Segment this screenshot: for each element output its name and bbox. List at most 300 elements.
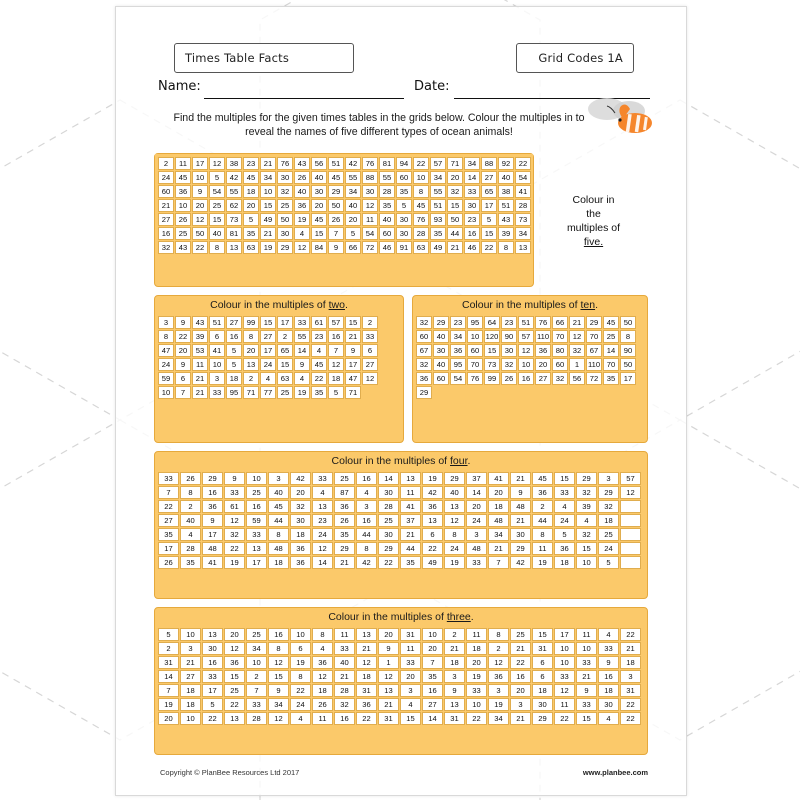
grid-cell[interactable]: 10 xyxy=(158,386,174,399)
grid-cell[interactable]: 10 xyxy=(518,358,534,371)
grid-two[interactable] xyxy=(155,313,403,402)
grid-cell[interactable]: 18 xyxy=(268,556,289,569)
grid-cell[interactable]: 7 xyxy=(246,684,267,697)
grid-cell[interactable]: 12 xyxy=(312,542,333,555)
grid-cell[interactable]: 45 xyxy=(311,358,327,371)
grid-cell[interactable]: 21 xyxy=(444,642,465,655)
grid-cell[interactable]: 57 xyxy=(430,157,446,170)
grid-cell[interactable]: 17 xyxy=(202,528,223,541)
grid-cell[interactable]: 24 xyxy=(444,542,465,555)
grid-cell[interactable]: 33 xyxy=(576,656,597,669)
grid-cell[interactable]: 14 xyxy=(158,670,179,683)
grid-cell[interactable]: 30 xyxy=(396,213,412,226)
grid-cell[interactable]: 63 xyxy=(413,241,429,254)
grid-cell[interactable]: 45 xyxy=(268,500,289,513)
grid-cell[interactable]: 53 xyxy=(192,344,208,357)
grid-cell[interactable]: 32 xyxy=(290,500,311,513)
grid-cell[interactable]: 20 xyxy=(192,199,208,212)
grid-cell[interactable]: 50 xyxy=(620,316,636,329)
grid-cell[interactable]: 45 xyxy=(532,472,553,485)
grid-cell[interactable]: 17 xyxy=(246,556,267,569)
grid-cell[interactable]: 12 xyxy=(569,330,585,343)
grid-cell[interactable]: 32 xyxy=(416,358,432,371)
grid-cell[interactable]: 5 xyxy=(226,344,242,357)
grid-cell[interactable]: 44 xyxy=(268,514,289,527)
grid-cell[interactable]: 88 xyxy=(362,171,378,184)
grid-cell[interactable]: 15 xyxy=(481,227,497,240)
grid-cell[interactable]: 51 xyxy=(430,199,446,212)
grid-cell[interactable]: 17 xyxy=(481,199,497,212)
grid-cell[interactable]: 12 xyxy=(224,642,245,655)
grid-cell[interactable]: 2 xyxy=(180,500,201,513)
grid-cell[interactable]: 20 xyxy=(510,684,531,697)
grid-cell[interactable]: 80 xyxy=(552,344,568,357)
grid-cell[interactable]: 60 xyxy=(552,358,568,371)
grid-cell[interactable]: 49 xyxy=(430,241,446,254)
grid-cell[interactable]: 22 xyxy=(192,241,208,254)
grid-cell[interactable]: 59 xyxy=(158,372,174,385)
grid-cell[interactable]: 26 xyxy=(328,213,344,226)
grid-cell[interactable]: 16 xyxy=(422,684,443,697)
grid-cell[interactable]: 14 xyxy=(466,486,487,499)
grid-cell[interactable]: 30 xyxy=(501,344,517,357)
grid-cell[interactable]: 60 xyxy=(467,344,483,357)
grid-cell[interactable]: 9 xyxy=(345,344,361,357)
grid-cell[interactable]: 22 xyxy=(620,712,641,725)
grid-cell[interactable]: 15 xyxy=(277,358,293,371)
grid-cell[interactable]: 31 xyxy=(444,712,465,725)
grid-cell[interactable]: 3 xyxy=(268,472,289,485)
grid-cell[interactable]: 23 xyxy=(450,316,466,329)
grid-cell[interactable]: 18 xyxy=(488,500,509,513)
grid-cell[interactable]: 70 xyxy=(552,330,568,343)
grid-cell[interactable]: 60 xyxy=(158,185,174,198)
grid-cell[interactable]: 45 xyxy=(413,199,429,212)
grid-cell[interactable]: 12 xyxy=(378,670,399,683)
grid-cell[interactable]: 17 xyxy=(158,542,179,555)
grid-cell[interactable]: 34 xyxy=(464,157,480,170)
grid-cell[interactable]: 81 xyxy=(379,157,395,170)
grid-cell[interactable]: 18 xyxy=(226,372,242,385)
grid-cell[interactable]: 36 xyxy=(422,500,443,513)
grid-cell[interactable]: 21 xyxy=(510,472,531,485)
grid-cell[interactable]: 43 xyxy=(175,241,191,254)
grid-cell[interactable]: 73 xyxy=(484,358,500,371)
grid-cell[interactable]: 13 xyxy=(400,472,421,485)
grid-cell[interactable]: 60 xyxy=(433,372,449,385)
grid-cell[interactable]: 11 xyxy=(400,486,421,499)
grid-cell[interactable]: 32 xyxy=(447,185,463,198)
grid-cell[interactable]: 35 xyxy=(243,227,259,240)
grid-cell[interactable]: 12 xyxy=(312,670,333,683)
grid-cell[interactable]: 25 xyxy=(209,199,225,212)
grid-cell[interactable]: 9 xyxy=(192,185,208,198)
grid-cell[interactable]: 13 xyxy=(243,358,259,371)
grid-cell[interactable]: 110 xyxy=(536,332,550,341)
grid-cell[interactable]: 12 xyxy=(192,213,208,226)
grid-cell[interactable]: 54 xyxy=(515,171,531,184)
grid-cell[interactable]: 15 xyxy=(484,344,500,357)
grid-cell[interactable]: 55 xyxy=(226,185,242,198)
grid-cell[interactable]: 45 xyxy=(243,171,259,184)
grid-cell[interactable]: 18 xyxy=(620,656,641,669)
grid-cell[interactable]: 5 xyxy=(345,227,361,240)
grid-cell[interactable]: 3 xyxy=(488,684,509,697)
grid-cell[interactable]: 60 xyxy=(416,330,432,343)
grid-cell[interactable]: 14 xyxy=(603,344,619,357)
grid-cell[interactable]: 8 xyxy=(158,330,174,343)
grid-cell[interactable]: 25 xyxy=(603,330,619,343)
grid-cell[interactable]: 30 xyxy=(311,185,327,198)
grid-cell[interactable]: 12 xyxy=(268,712,289,725)
grid-cell[interactable]: 34 xyxy=(430,171,446,184)
grid-cell[interactable]: 31 xyxy=(356,684,377,697)
grid-cell[interactable]: 61 xyxy=(224,500,245,513)
grid-cell[interactable]: 66 xyxy=(345,241,361,254)
grid-cell[interactable]: 17 xyxy=(260,344,276,357)
grid-cell[interactable]: 26 xyxy=(175,213,191,226)
grid-cell[interactable]: 23 xyxy=(464,213,480,226)
grid-cell[interactable]: 13 xyxy=(202,628,223,641)
grid-cell[interactable]: 54 xyxy=(362,227,378,240)
grid-cell[interactable]: 33 xyxy=(400,656,421,669)
grid-cell[interactable]: 35 xyxy=(430,227,446,240)
grid-cell[interactable]: 21 xyxy=(192,372,208,385)
grid-cell[interactable]: 8 xyxy=(413,185,429,198)
grid-three[interactable] xyxy=(155,625,647,728)
grid-cell[interactable]: 9 xyxy=(268,684,289,697)
grid-cell[interactable]: 21 xyxy=(510,712,531,725)
grid-cell[interactable]: 7 xyxy=(422,656,443,669)
grid-cell[interactable]: 4 xyxy=(311,344,327,357)
grid-cell[interactable]: 5 xyxy=(202,698,223,711)
grid-cell[interactable]: 27 xyxy=(180,670,201,683)
grid-ten[interactable] xyxy=(413,313,647,402)
grid-cell[interactable]: 6 xyxy=(209,330,225,343)
grid-cell[interactable]: 31 xyxy=(158,656,179,669)
grid-cell[interactable]: 36 xyxy=(356,698,377,711)
grid-cell[interactable]: 51 xyxy=(209,316,225,329)
grid-cell[interactable]: 7 xyxy=(158,684,179,697)
grid-cell[interactable]: 25 xyxy=(510,628,531,641)
grid-cell[interactable]: 16 xyxy=(464,227,480,240)
grid-cell[interactable]: 33 xyxy=(312,472,333,485)
grid-cell[interactable]: 22 xyxy=(510,656,531,669)
grid-cell[interactable]: 16 xyxy=(268,628,289,641)
grid-cell[interactable]: 10 xyxy=(554,656,575,669)
grid-cell[interactable]: 17 xyxy=(345,358,361,371)
grid-cell[interactable]: 40 xyxy=(345,199,361,212)
grid-cell[interactable]: 29 xyxy=(334,542,355,555)
grid-cell[interactable]: 11 xyxy=(192,358,208,371)
grid-cell[interactable]: 25 xyxy=(277,386,293,399)
grid-cell[interactable]: 19 xyxy=(444,556,465,569)
grid-cell[interactable]: 4 xyxy=(290,712,311,725)
grid-cell[interactable]: 21 xyxy=(620,642,641,655)
grid-cell[interactable]: 18 xyxy=(290,528,311,541)
grid-cell[interactable]: 23 xyxy=(311,330,327,343)
grid-cell[interactable]: 26 xyxy=(334,514,355,527)
grid-cell[interactable]: 11 xyxy=(334,628,355,641)
grid-cell[interactable]: 19 xyxy=(466,670,487,683)
grid-cell[interactable]: 76 xyxy=(413,213,429,226)
grid-cell[interactable]: 29 xyxy=(444,472,465,485)
grid-cell[interactable]: 60 xyxy=(379,227,395,240)
grid-cell[interactable]: 45 xyxy=(311,213,327,226)
grid-cell[interactable]: 60 xyxy=(396,171,412,184)
grid-cell[interactable]: 22 xyxy=(554,712,575,725)
grid-cell[interactable]: 36 xyxy=(312,656,333,669)
grid-cell[interactable]: 17 xyxy=(202,684,223,697)
grid-cell[interactable]: 12 xyxy=(444,514,465,527)
grid-cell[interactable]: 28 xyxy=(515,199,531,212)
grid-cell[interactable]: 2 xyxy=(158,157,174,170)
grid-cell[interactable]: 16 xyxy=(328,330,344,343)
grid-cell[interactable]: 20 xyxy=(422,642,443,655)
grid-cell[interactable]: 95 xyxy=(450,358,466,371)
grid-cell[interactable]: 25 xyxy=(246,628,267,641)
grid-cell[interactable]: 10 xyxy=(576,556,597,569)
grid-cell[interactable]: 20 xyxy=(311,199,327,212)
grid-cell[interactable]: 31 xyxy=(400,628,421,641)
grid-cell[interactable]: 3 xyxy=(180,642,201,655)
grid-cell[interactable]: 9 xyxy=(576,684,597,697)
grid-cell[interactable]: 33 xyxy=(554,670,575,683)
grid-cell[interactable]: 35 xyxy=(180,556,201,569)
grid-cell[interactable]: 4 xyxy=(400,698,421,711)
grid-cell[interactable]: 10 xyxy=(290,628,311,641)
grid-cell[interactable]: 95 xyxy=(226,386,242,399)
grid-cell[interactable]: 39 xyxy=(192,330,208,343)
grid-cell[interactable]: 64 xyxy=(484,316,500,329)
grid-cell[interactable]: 3 xyxy=(158,316,174,329)
grid-cell[interactable]: 30 xyxy=(532,698,553,711)
grid-cell[interactable]: 7 xyxy=(158,486,179,499)
grid-cell[interactable]: 9 xyxy=(510,486,531,499)
grid-cell[interactable]: 16 xyxy=(334,712,355,725)
grid-cell[interactable]: 16 xyxy=(510,670,531,683)
grid-cell[interactable]: 35 xyxy=(334,528,355,541)
grid-cell[interactable]: 27 xyxy=(362,358,378,371)
grid-cell[interactable]: 40 xyxy=(444,486,465,499)
grid-cell[interactable]: 38 xyxy=(226,157,242,170)
grid-cell[interactable]: 21 xyxy=(569,316,585,329)
grid-cell[interactable]: 36 xyxy=(224,656,245,669)
grid-cell[interactable]: 15 xyxy=(554,472,575,485)
grid-cell[interactable]: 36 xyxy=(554,542,575,555)
grid-cell[interactable]: 81 xyxy=(226,227,242,240)
grid-cell[interactable]: 43 xyxy=(192,316,208,329)
grid-cell[interactable]: 22 xyxy=(224,698,245,711)
grid-cell[interactable]: 1 xyxy=(569,358,585,371)
grid-cell[interactable]: 16 xyxy=(356,472,377,485)
grid-cell[interactable]: 16 xyxy=(226,330,242,343)
grid-cell[interactable]: 38 xyxy=(498,185,514,198)
grid-cell[interactable]: 27 xyxy=(422,698,443,711)
grid-cell[interactable]: 32 xyxy=(552,372,568,385)
grid-cell[interactable]: 56 xyxy=(311,157,327,170)
grid-cell[interactable]: 33 xyxy=(158,472,179,485)
grid-cell[interactable]: 72 xyxy=(362,241,378,254)
grid-cell[interactable]: 11 xyxy=(400,642,421,655)
grid-cell[interactable]: 20 xyxy=(466,656,487,669)
grid-cell[interactable]: 4 xyxy=(598,628,619,641)
grid-cell[interactable]: 44 xyxy=(447,227,463,240)
grid-cell[interactable] xyxy=(620,542,641,555)
grid-cell[interactable]: 42 xyxy=(356,556,377,569)
grid-cell[interactable]: 18 xyxy=(180,684,201,697)
grid-cell[interactable]: 9 xyxy=(378,642,399,655)
grid-cell[interactable]: 22 xyxy=(202,712,223,725)
grid-cell[interactable]: 62 xyxy=(226,199,242,212)
grid-cell[interactable]: 33 xyxy=(576,698,597,711)
grid-cell[interactable]: 15 xyxy=(260,316,276,329)
grid-cell[interactable]: 21 xyxy=(378,698,399,711)
grid-cell[interactable]: 18 xyxy=(532,684,553,697)
grid-cell[interactable]: 40 xyxy=(433,330,449,343)
grid-cell[interactable]: 36 xyxy=(290,542,311,555)
grid-cell[interactable]: 10 xyxy=(422,628,443,641)
grid-cell[interactable]: 26 xyxy=(158,556,179,569)
grid-cell[interactable]: 30 xyxy=(598,698,619,711)
grid-cell[interactable]: 13 xyxy=(246,542,267,555)
grid-cell[interactable]: 87 xyxy=(334,486,355,499)
grid-cell[interactable]: 55 xyxy=(345,171,361,184)
grid-cell[interactable]: 8 xyxy=(444,528,465,541)
grid-cell[interactable]: 29 xyxy=(433,316,449,329)
grid-cell[interactable]: 26 xyxy=(501,372,517,385)
grid-cell[interactable]: 12 xyxy=(554,684,575,697)
grid-cell[interactable]: 35 xyxy=(603,372,619,385)
grid-cell[interactable]: 24 xyxy=(158,358,174,371)
grid-cell[interactable]: 22 xyxy=(175,330,191,343)
grid-cell[interactable]: 9 xyxy=(444,684,465,697)
grid-cell[interactable]: 20 xyxy=(290,486,311,499)
grid-cell[interactable]: 73 xyxy=(226,213,242,226)
grid-cell[interactable]: 30 xyxy=(510,528,531,541)
grid-cell[interactable]: 63 xyxy=(243,241,259,254)
grid-cell[interactable]: 32 xyxy=(158,241,174,254)
grid-cell[interactable]: 8 xyxy=(356,542,377,555)
grid-cell[interactable]: 5 xyxy=(554,528,575,541)
grid-cell[interactable]: 43 xyxy=(294,157,310,170)
grid-cell[interactable]: 93 xyxy=(430,213,446,226)
grid-cell[interactable]: 57 xyxy=(518,330,534,343)
grid-cell[interactable]: 5 xyxy=(209,171,225,184)
grid-cell[interactable]: 35 xyxy=(311,386,327,399)
grid-cell[interactable]: 21 xyxy=(400,528,421,541)
grid-cell[interactable]: 32 xyxy=(576,528,597,541)
grid-cell[interactable]: 14 xyxy=(378,472,399,485)
grid-cell[interactable]: 18 xyxy=(243,185,259,198)
grid-cell[interactable]: 18 xyxy=(554,556,575,569)
grid-cell[interactable]: 35 xyxy=(158,528,179,541)
grid-cell[interactable]: 30 xyxy=(290,514,311,527)
grid-cell[interactable]: 33 xyxy=(598,642,619,655)
grid-cell[interactable]: 12 xyxy=(362,199,378,212)
grid-cell[interactable]: 31 xyxy=(378,712,399,725)
grid-cell[interactable]: 15 xyxy=(447,199,463,212)
grid-cell[interactable]: 17 xyxy=(277,316,293,329)
grid-cell[interactable]: 9 xyxy=(175,358,191,371)
grid-cell[interactable]: 30 xyxy=(277,171,293,184)
grid-cell[interactable]: 40 xyxy=(433,358,449,371)
grid-cell[interactable]: 66 xyxy=(552,316,568,329)
grid-cell[interactable]: 25 xyxy=(334,472,355,485)
grid-cell[interactable]: 46 xyxy=(464,241,480,254)
grid-cell[interactable]: 29 xyxy=(202,472,223,485)
grid-cell[interactable] xyxy=(620,528,641,541)
grid-cell[interactable]: 2 xyxy=(444,628,465,641)
grid-cell[interactable]: 10 xyxy=(413,171,429,184)
grid-cell[interactable]: 8 xyxy=(268,642,289,655)
grid-cell[interactable]: 24 xyxy=(158,171,174,184)
grid-cell[interactable]: 4 xyxy=(294,227,310,240)
grid-cell[interactable]: 4 xyxy=(294,372,310,385)
grid-cell[interactable]: 25 xyxy=(378,514,399,527)
grid-cell[interactable]: 39 xyxy=(576,500,597,513)
grid-cell[interactable]: 20 xyxy=(345,213,361,226)
grid-cell[interactable]: 28 xyxy=(334,684,355,697)
grid-cell[interactable]: 33 xyxy=(334,642,355,655)
grid-cell[interactable]: 17 xyxy=(554,628,575,641)
grid-cell[interactable]: 40 xyxy=(311,171,327,184)
grid-cell[interactable]: 20 xyxy=(243,344,259,357)
grid-cell[interactable]: 11 xyxy=(466,628,487,641)
grid-cell[interactable]: 120 xyxy=(485,332,499,341)
grid-cell[interactable]: 47 xyxy=(345,372,361,385)
grid-cell[interactable]: 25 xyxy=(175,227,191,240)
grid-cell[interactable]: 10 xyxy=(209,358,225,371)
grid-cell[interactable]: 10 xyxy=(576,642,597,655)
grid-cell[interactable]: 26 xyxy=(312,698,333,711)
grid-cell[interactable]: 9 xyxy=(175,316,191,329)
grid-cell[interactable]: 18 xyxy=(466,642,487,655)
grid-cell[interactable]: 51 xyxy=(328,157,344,170)
grid-cell[interactable]: 5 xyxy=(226,358,242,371)
grid-cell[interactable]: 21 xyxy=(447,241,463,254)
grid-cell[interactable]: 57 xyxy=(620,472,641,485)
grid-cell[interactable]: 21 xyxy=(334,556,355,569)
grid-cell[interactable]: 37 xyxy=(466,472,487,485)
grid-cell[interactable]: 29 xyxy=(576,472,597,485)
grid-cell[interactable]: 6 xyxy=(290,642,311,655)
grid-cell[interactable]: 12 xyxy=(620,486,641,499)
grid-cell[interactable]: 40 xyxy=(334,656,355,669)
grid-cell[interactable]: 19 xyxy=(290,656,311,669)
grid-cell[interactable]: 16 xyxy=(356,514,377,527)
grid-cell[interactable]: 43 xyxy=(498,213,514,226)
grid-cell[interactable]: 28 xyxy=(379,185,395,198)
grid-cell[interactable]: 10 xyxy=(246,656,267,669)
grid-cell[interactable]: 12 xyxy=(294,241,310,254)
grid-cell[interactable]: 30 xyxy=(362,185,378,198)
grid-cell[interactable]: 21 xyxy=(510,514,531,527)
grid-cell[interactable]: 48 xyxy=(488,514,509,527)
grid-cell[interactable]: 2 xyxy=(243,372,259,385)
grid-cell[interactable]: 4 xyxy=(312,486,333,499)
grid-cell[interactable]: 57 xyxy=(328,316,344,329)
grid-cell[interactable]: 3 xyxy=(598,472,619,485)
grid-cell[interactable]: 5 xyxy=(158,628,179,641)
grid-cell[interactable]: 30 xyxy=(277,227,293,240)
grid-cell[interactable]: 12 xyxy=(488,656,509,669)
grid-cell[interactable]: 9 xyxy=(224,472,245,485)
grid-cell[interactable]: 30 xyxy=(378,528,399,541)
grid-cell[interactable]: 12 xyxy=(224,514,245,527)
grid-cell[interactable]: 29 xyxy=(378,542,399,555)
grid-cell[interactable]: 29 xyxy=(598,486,619,499)
